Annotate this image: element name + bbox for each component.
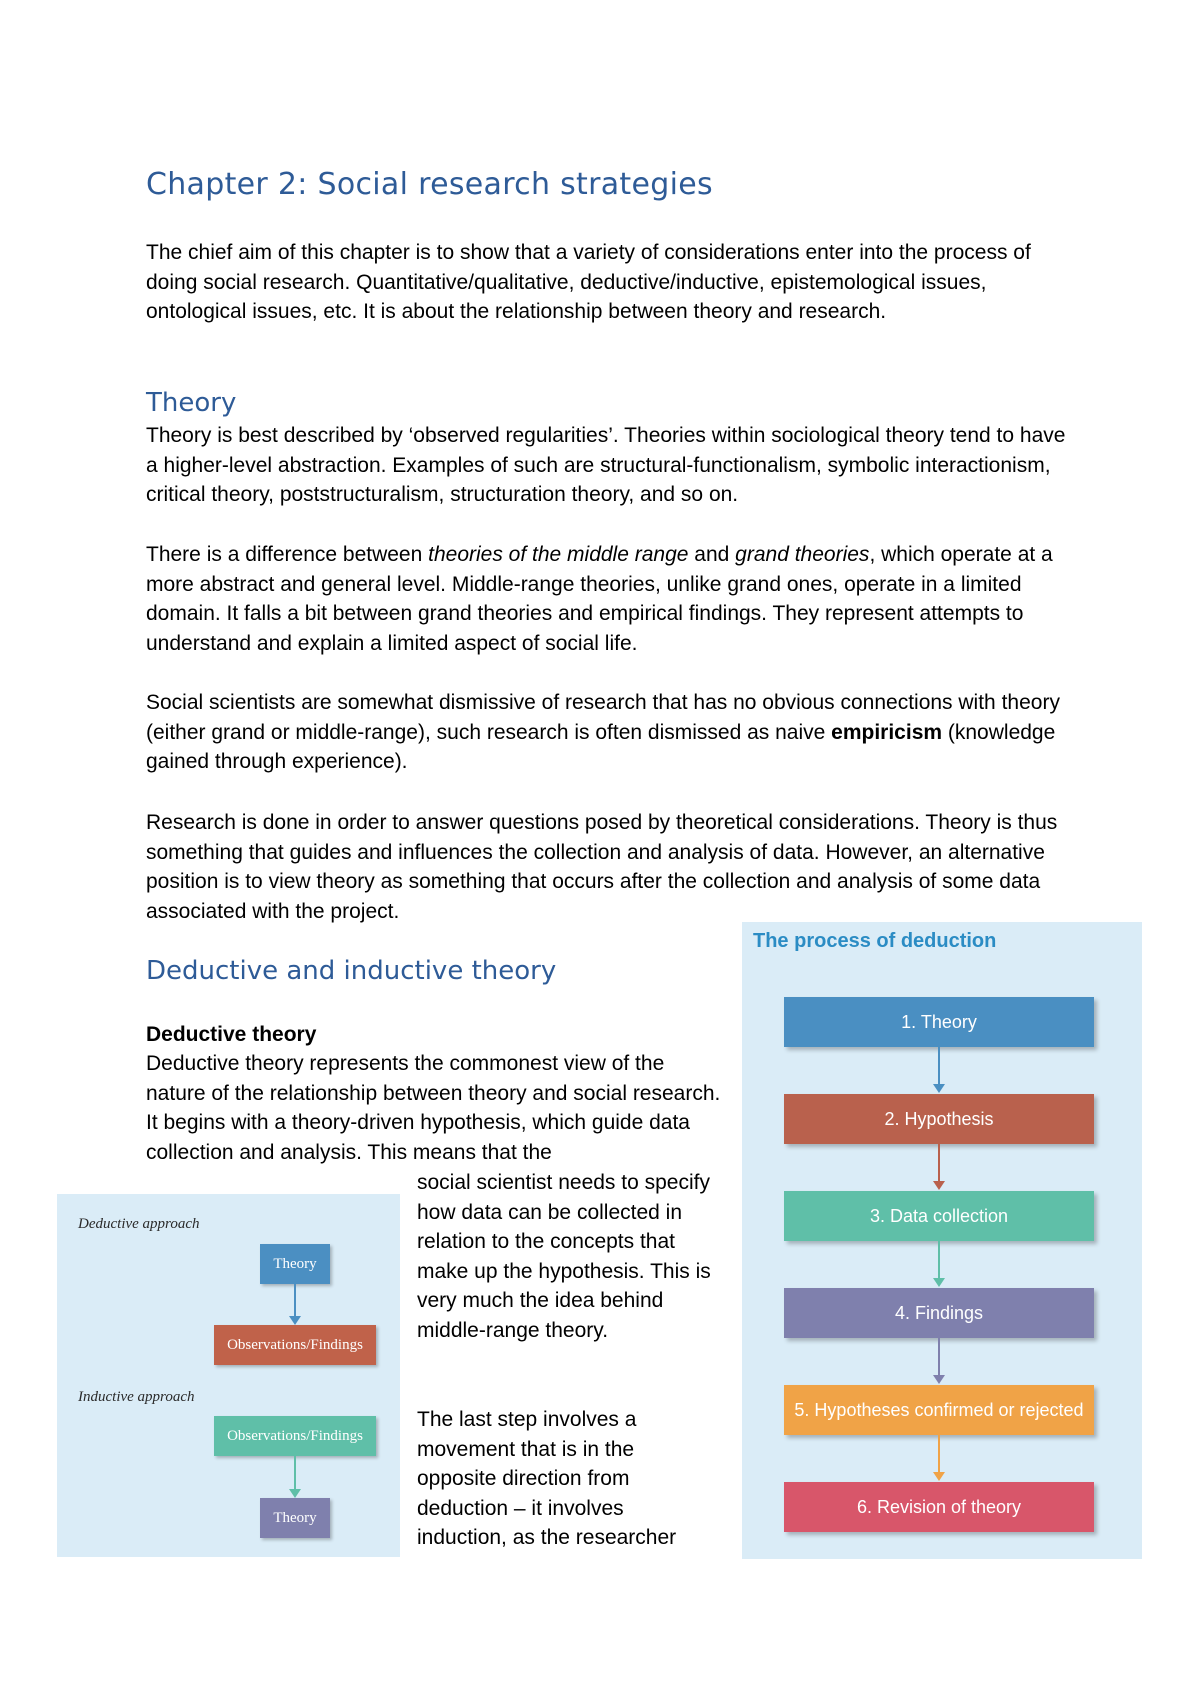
- process-step-1: 1. Theory: [784, 997, 1094, 1047]
- intro-paragraph: The chief aim of this chapter is to show that a variety of considerations enter into the process of doing social research. Quantitative/qualitative, deductive/inductive, epistemological issues, ontological issues, etc. It is about the relationship between theory and research.: [146, 241, 1031, 323]
- theory-paragraph-3: [146, 688, 1081, 777]
- empiricism-term: empiricism: [831, 720, 943, 744]
- process-step-2: 2. Hypothesis: [784, 1094, 1094, 1144]
- process-of-deduction-figure: [742, 922, 1142, 1559]
- deductive-paragraph-2: The last step involves a movement that is in the opposite direction from deduction – it involves induction, as the researcher: [417, 1408, 677, 1549]
- deductive-inductive-heading: Deductive and inductive theory: [146, 956, 557, 986]
- deductive-paragraph-1-continued: social scientist needs to specify how data can be collected in relation to the concepts that make up the hypothesis. This is very much the idea behind middle-range theory.: [417, 1171, 711, 1342]
- page-title: Chapter 2: Social research strategies: [146, 167, 713, 202]
- process-step-3: 3. Data collection: [784, 1191, 1094, 1241]
- process-arrow-3: [938, 1241, 940, 1279]
- grand-theories-term: grand theories: [735, 543, 870, 566]
- process-step-6: 6. Revision of theory: [784, 1482, 1094, 1532]
- process-step-5: 5. Hypotheses confirmed or rejected: [784, 1385, 1094, 1435]
- process-figure-title: The process of deduction: [753, 930, 997, 952]
- process-arrow-4: [938, 1338, 940, 1376]
- process-arrow-5: [938, 1435, 940, 1473]
- p2-text-c: , which operate at a more abstract and general level. Middle-range theories, unlike grand ones, operate in a limited domain. It falls a bit between grand theories and empirical findings. They represent attempts to understand and explain a limited aspect of social life.: [146, 543, 1053, 655]
- inductive-approach-caption: Inductive approach: [78, 1389, 195, 1405]
- theory-heading: Theory: [146, 388, 237, 418]
- deductive-paragraph-1: Deductive theory represents the commonest view of the nature of the relationship between theory and social research. It begins with a theory-driven hypothesis, which guide data collection and analysis. This means that the: [146, 1052, 721, 1164]
- theory-paragraph-1: Theory is best described by ‘observed regularities’. Theories within sociological theory tend to have a higher-level abstraction. Examples of such are structural-functionalism, symbolic interactionism, critical theory, poststructuralism, structuration theory, and so on.: [146, 424, 1066, 506]
- process-step-4: 4. Findings: [784, 1288, 1094, 1338]
- approach-figure: [57, 1194, 400, 1557]
- p3-text-b: (knowledge gained through experience).: [146, 720, 1056, 773]
- p3-text-a: Social scientists are somewhat dismissive of research that has no obvious connections with theory (either grand or middle-range), such research is often dismissed as naive: [146, 691, 1060, 744]
- middle-range-term: theories of the middle range: [428, 543, 689, 566]
- deductive-observations-box: Observations/Findings: [214, 1325, 376, 1365]
- process-arrow-1: [938, 1047, 940, 1085]
- theory-paragraph-4: Research is done in order to answer questions posed by theoretical considerations. Theory is thus something that guides and influences the collection and analysis of data. However, an alternative position is to view theory as something that occurs after the collection and analysis of some data associated with the project.: [146, 811, 1058, 923]
- p2-text-b: and: [688, 543, 736, 566]
- process-arrow-2: [938, 1144, 940, 1182]
- deductive-arrow: [294, 1284, 296, 1317]
- deductive-theory-box: Theory: [260, 1244, 330, 1284]
- deductive-subheading: Deductive theory: [146, 1023, 317, 1046]
- inductive-arrow: [294, 1456, 296, 1490]
- p2-text-a: There is a difference between: [146, 543, 429, 566]
- inductive-theory-box: Theory: [260, 1498, 330, 1538]
- theory-paragraph-2: [146, 540, 1081, 658]
- inductive-observations-box: Observations/Findings: [214, 1416, 376, 1456]
- deductive-approach-caption: Deductive approach: [78, 1216, 200, 1232]
